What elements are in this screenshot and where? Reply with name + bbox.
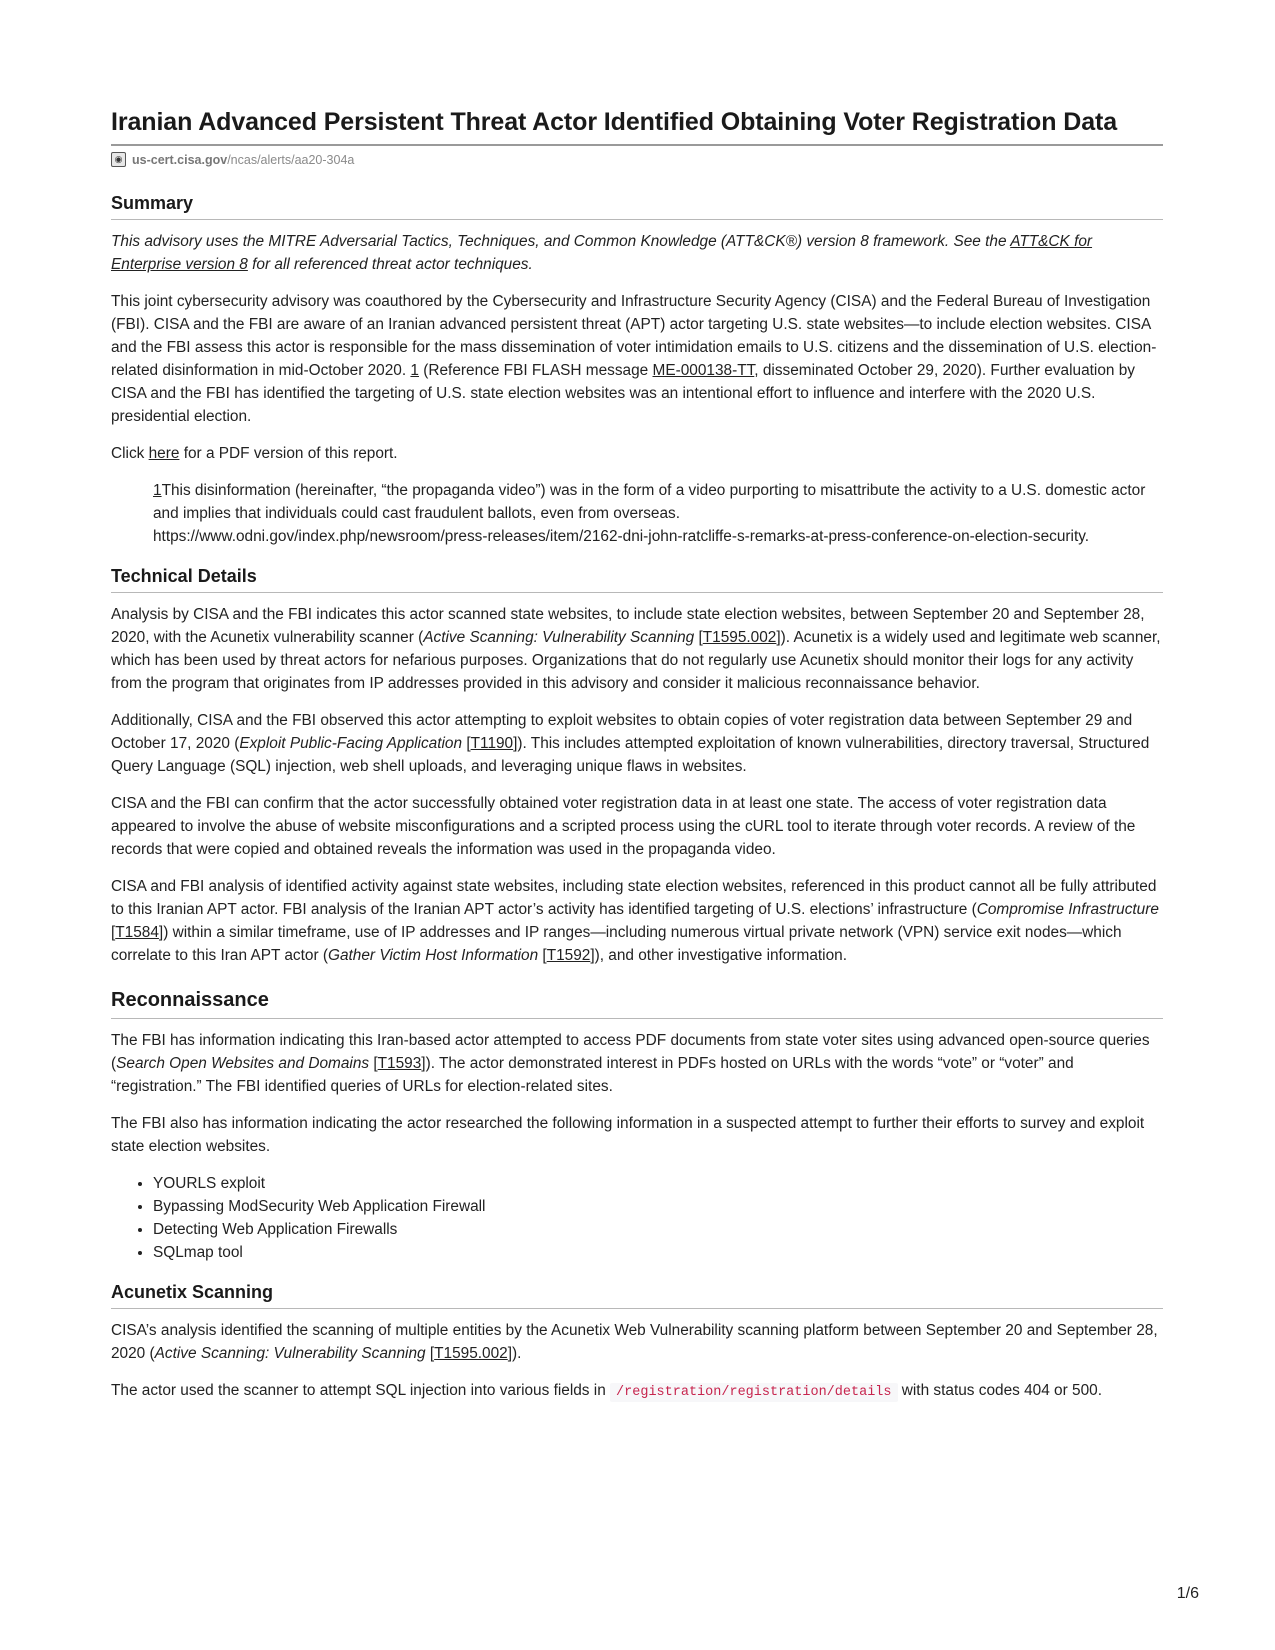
technical-paragraph-1: Analysis by CISA and the FBI indicates this actor scanned state websites, to include state election websites, between September 20 and September 28, 2020, with the Acunetix vulnerability scanner (Active Scanning: Vulnerability Scanning [T1595.002]). Acunetix is a widely used and legitimate web scanner, which has been used by threat actors for nefarious purposes. Organizations that do not regularly use Acunetix should monitor their logs for any activity from the program that originates from IP addresses provided in this advisory and consider it malicious reconnaissance behavior. [111,606,1161,692]
recon-paragraph-1: The FBI has information indicating this Iran-based actor attempted to access PDF documents from state voter sites using advanced open-source queries (Search Open Websites and Domains [T1593]). The actor demonstrated interest in PDFs hosted on URLs with the words “vote” or “voter” and “registration.” The FBI identified queries of URLs for election-related sites. [111,1032,1150,1095]
list-item: • Detecting Web Application Firewalls [153,1218,1163,1241]
reconnaissance-heading: Reconnaissance [111,989,1163,1019]
summary-intro [111,230,1163,276]
footnote-number-link[interactable]: 1 [153,482,162,499]
acunetix-heading: Acunetix Scanning [111,1282,1163,1309]
source-path[interactable]: /ncas/alerts/aa20-304a [227,152,355,167]
registration-path-code: /registration/registration/details [610,1383,897,1402]
recon-paragraph-2: The FBI also has information indicating the actor researched the following information in a suspected attempt to further their efforts to survey and exploit state election websites. [111,1115,1145,1155]
technique-link-t1595-002-acunetix[interactable]: T1595.002 [434,1345,508,1362]
footnote-link[interactable]: 1 [410,362,419,379]
technical-details-heading: Technical Details [111,566,1163,593]
flash-message-link[interactable]: ME-000138-TT [652,362,755,379]
source-line [111,152,1163,167]
page-title: Iranian Advanced Persistent Threat Actor Identified Obtaining Voter Registration Data [111,108,1163,146]
technique-link-t1592[interactable]: T1592 [546,947,591,964]
footnote-url: https://www.odni.gov/index.php/newsroom/press-releases/item/2162-dni-john-ratcliffe-s-remarks-at-press-conference-on-election-security. [153,528,1090,545]
pdf-paragraph: Click here for a PDF version of this report. [111,445,398,462]
list-item: • YOURLS exploit [153,1172,1163,1195]
pdf-link[interactable]: here [148,445,180,462]
list-item: • Bypassing ModSecurity Web Application Firewall [153,1195,1163,1218]
summary-paragraph-1: This joint cybersecurity advisory was coauthored by the Cybersecurity and Infrastructure Security Agency (CISA) and the Federal Bureau of Investigation (FBI). CISA and the FBI are aware of an Iranian advanced persistent threat (APT) actor targeting U.S. state websites—to include election websites. CISA and the FBI assess this actor is responsible for the mass dissemination of voter intimidation emails to U.S. citizens and the dissemination of U.S. election-related disinformation in mid-October 2020. 1 (Reference FBI FLASH message ME-000138-TT, disseminated October 29, 2020). Further evaluation by CISA and the FBI has identified the targeting of U.S. state election websites was an intentional effort to influence and interfere with the 2020 U.S. presidential election. [111,293,1157,425]
page-number: 1/6 [1176,1585,1199,1602]
technical-paragraph-4: CISA and FBI analysis of identified activity against state websites, including state election websites, referenced in this product cannot all be fully attributed to this Iranian APT actor. FBI analysis of the Iranian APT actor’s activity has identified targeting of U.S. elections’ infrastructure (Compromise Infrastructure [T1584]) within a similar timeframe, use of IP addresses and IP ranges—including numerous virtual private network (VPN) service exit nodes—which correlate to this Iran APT actor (Gather Victim Host Information [T1592]), and other investigative information. [111,878,1159,964]
technique-link-t1584[interactable]: T1584 [115,924,159,941]
acunetix-paragraph-1: CISA’s analysis identified the scanning of multiple entities by the Acunetix Web Vulnerability scanning platform between September 20 and September 28, 2020 (Active Scanning: Vulnerability Scanning [T1595.002]). [111,1322,1158,1362]
summary-heading: Summary [111,193,1163,220]
summary-intro-after: for all referenced threat actor techniques. [247,256,533,273]
technical-paragraph-3: CISA and the FBI can confirm that the actor successfully obtained voter registration data in at least one state. The access of voter registration data appeared to involve the abuse of website misconfigurations and a scripted process using the cURL tool to iterate through voter records. A review of the records that were copied and obtained reveals the information was used in the propaganda video. [111,795,1136,858]
acunetix-paragraph-2: The actor used the scanner to attempt SQL injection into various fields in /registration/registration/details with status codes 404 or 500. [111,1382,1102,1400]
summary-intro-before: This advisory uses the MITRE Adversarial Tactics, Techniques, and Common Knowledge (ATT&CK®) version 8 framework. See the [111,233,1011,250]
technique-link-t1595-002[interactable]: T1595.002 [702,629,777,646]
technique-link-t1190[interactable]: T1190 [470,735,514,752]
technique-link-t1593[interactable]: T1593 [377,1055,422,1072]
footnote: 1This disinformation (hereinafter, “the propaganda video”) was in the form of a video purporting to misattribute the activity to a U.S. domestic actor and implies that individuals could cast fraudulent ballots, even from overseas. https://www.odni.gov/index.php/newsroom/press-releases/item/2162-dni-john-ratcliffe-s-remarks-at-press-conference-on-election-security. [153,482,1146,545]
document-page [111,108,1163,1404]
site-favicon-icon: ◉ [111,152,126,167]
attack-framework-link[interactable]: ATT&CK for Enterprise version 8 [111,233,1093,273]
research-list [111,1172,1163,1264]
list-item: • SQLmap tool [153,1241,1163,1264]
source-domain[interactable]: us-cert.cisa.gov [132,152,228,167]
technical-paragraph-2: Additionally, CISA and the FBI observed this actor attempting to exploit websites to obtain copies of voter registration data between September 29 and October 17, 2020 (Exploit Public-Facing Application [T1190]). This includes attempted exploitation of known vulnerabilities, directory traversal, Structured Query Language (SQL) injection, web shell uploads, and leveraging unique flaws in websites. [111,712,1150,775]
